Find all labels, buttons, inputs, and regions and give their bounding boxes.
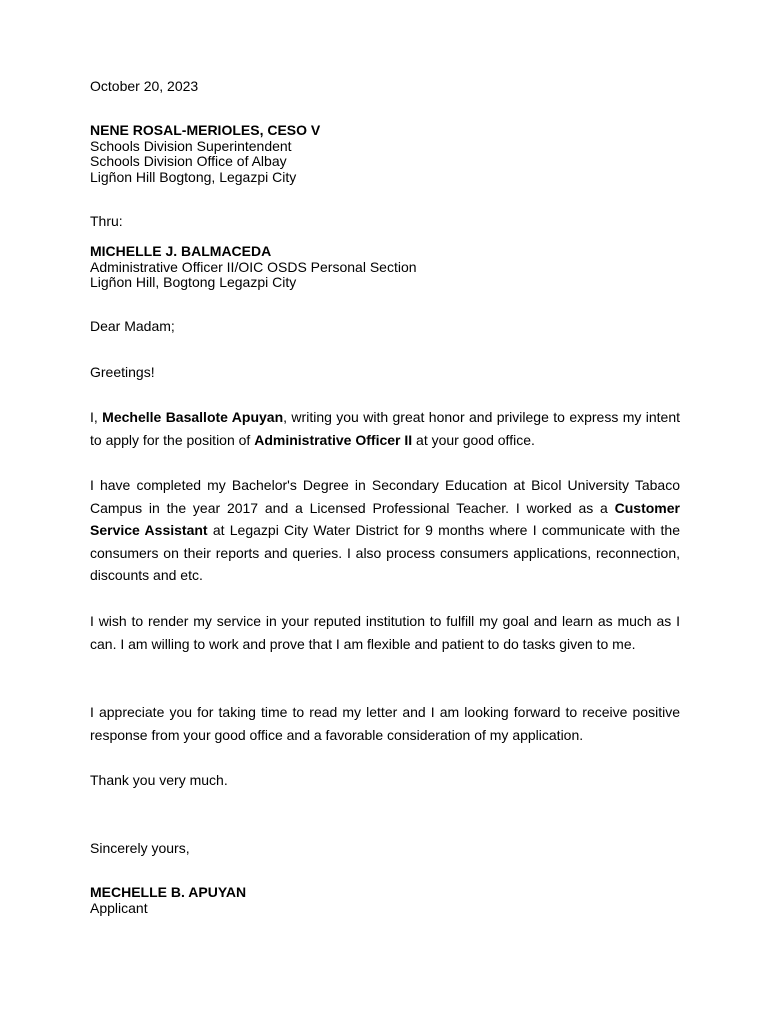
thru-block — [90, 244, 417, 291]
salutation: Dear Madam; — [90, 318, 175, 334]
signature-role: Applicant — [90, 899, 148, 916]
recipient-title: Schools Division Superintendent — [90, 137, 292, 154]
experience-suffix: at Legazpi City Water District for 9 months where I communicate with the consumers on their reports and queries. I also process consumers applications, reconnection, discounts and etc. — [90, 522, 680, 584]
intro-paragraph — [90, 406, 680, 451]
experience-paragraph — [90, 474, 680, 587]
thru-address: Ligñon Hill, Bogtong Legazpi City — [90, 274, 297, 290]
previous-job-title: Customer Service Assistant — [90, 499, 680, 539]
closing-line: Sincerely yours, — [90, 840, 190, 856]
thru-label: Thru: — [90, 213, 123, 229]
applicant-name-inline: Mechelle Basallote Apuyan — [102, 409, 284, 425]
signature-block — [90, 885, 246, 916]
thanks-line: Thank you very much. — [90, 772, 228, 788]
recipient-office: Schools Division Office of Albay — [90, 153, 287, 169]
recipient-name: NENE ROSAL-MERIOLES, CESO V — [90, 122, 321, 138]
signature-name: MECHELLE B. APUYAN — [90, 884, 247, 900]
thru-name: MICHELLE J. BALMACEDA — [90, 243, 272, 259]
thru-title: Administrative Officer II/OIC OSDS Personal Section — [90, 258, 417, 275]
recipient-address: Ligñon Hill Bogtong, Legazpi City — [90, 168, 297, 185]
intro-suffix: at your good office. — [412, 431, 535, 448]
recipient-block — [90, 123, 320, 185]
appreciation-paragraph: I appreciate you for taking time to read my letter and I am looking forward to receive positive response from your good office and a favorable consideration of my application. — [90, 704, 680, 743]
goal-paragraph: I wish to render my service in your reputed institution to fulfill my goal and learn as much as I can. I am willing to work and prove that I am flexible and patient to do tasks given to me. — [90, 613, 680, 652]
letter-date: October 20, 2023 — [90, 78, 199, 94]
greeting: Greetings! — [90, 364, 155, 380]
experience-prefix: I have completed my Bachelor's Degree in Secondary Education at Bicol University Tabaco Campus in the year 2017 and a Licensed Professional Teacher. I worked as a — [90, 477, 680, 516]
position-applied: Administrative Officer II — [254, 431, 413, 448]
intro-middle: , writing you with great honor and privilege to express my intent to apply for the position of — [90, 409, 681, 448]
intro-prefix: I, — [90, 409, 103, 425]
